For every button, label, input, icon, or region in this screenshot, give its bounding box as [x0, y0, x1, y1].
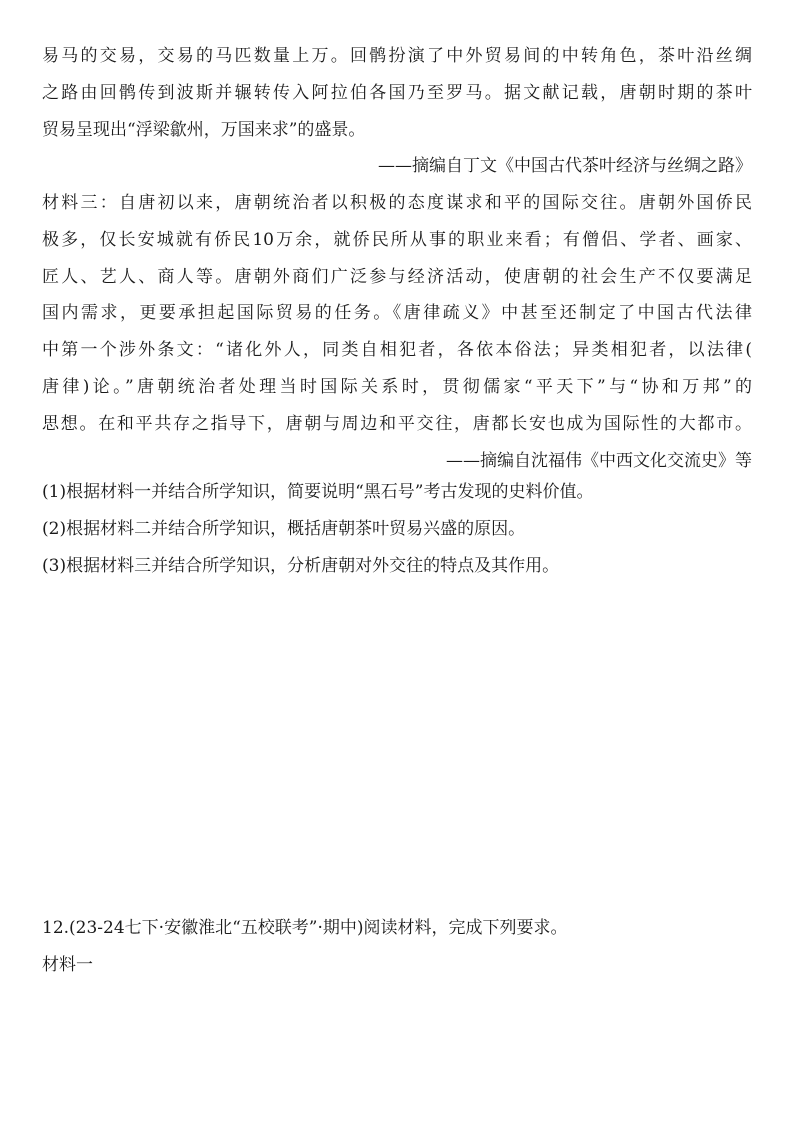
- question-item: (1)根据材料一并结合所学知识，简要说明“黑石号”考古发现的史料价值。: [42, 482, 594, 502]
- question-item: (3)根据材料三并结合所学知识，分析唐朝对外交往的特点及其作用。: [42, 555, 560, 576]
- text-line: 唐律)论。”唐朝统治者处理当时国际关系时，贯彻儒家“平天下”与“协和万邦”的: [42, 376, 752, 397]
- text-line: 贸易呈现出“浮梁歙州，万国来求”的盛景。: [42, 119, 366, 140]
- material-3: [42, 185, 752, 479]
- text-line: 国内需求，更要承担起国际贸易的任务。《唐律疏义》中甚至还制定了中国古代法律: [42, 303, 752, 324]
- text-line: 匠人、艺人、商人等。唐朝外商们广泛参与经济活动，使唐朝的社会生产不仅要满足: [42, 266, 752, 287]
- citation-source: ——摘编自丁文《中国古代茶叶经济与丝绸之路》: [378, 156, 752, 177]
- text-line: 之路由回鹘传到波斯并辗转传入阿拉伯各国乃至罗马。据文献记载，唐朝时期的茶叶: [42, 82, 752, 103]
- material-2-continuation: [42, 38, 752, 185]
- question-item: (2)根据材料二并结合所学知识，概括唐朝茶叶贸易兴盛的原因。: [42, 518, 526, 539]
- material-label: 材料一: [42, 954, 93, 975]
- question-heading: 12.(23-24七下·安徽淮北“五校联考”·期中)阅读材料，完成下列要求。: [42, 918, 568, 938]
- questions-list: [42, 474, 752, 584]
- text-line: 中第一个涉外条文：“诸化外人，同类自相犯者，各依本俗法；异类相犯者，以法律(: [42, 340, 752, 361]
- text-line: 易马的交易，交易的马匹数量上万。回鹘扮演了中外贸易间的中转角色，茶叶沿丝绸: [42, 46, 752, 66]
- text-line: 材料三：自唐初以来，唐朝统治者以积极的态度谋求和平的国际交往。唐朝外国侨民: [42, 193, 752, 213]
- question-12: [42, 910, 752, 984]
- citation-source: ——摘编自沈福伟《中西文化交流史》等: [446, 450, 752, 471]
- text-line: 思想。在和平共存之指导下，唐朝与周边和平交往，唐都长安也成为国际性的大都市。: [42, 413, 752, 434]
- text-line: 极多，仅长安城就有侨民10万余，就侨民所从事的职业来看；有僧侣、学者、画家、: [42, 229, 752, 250]
